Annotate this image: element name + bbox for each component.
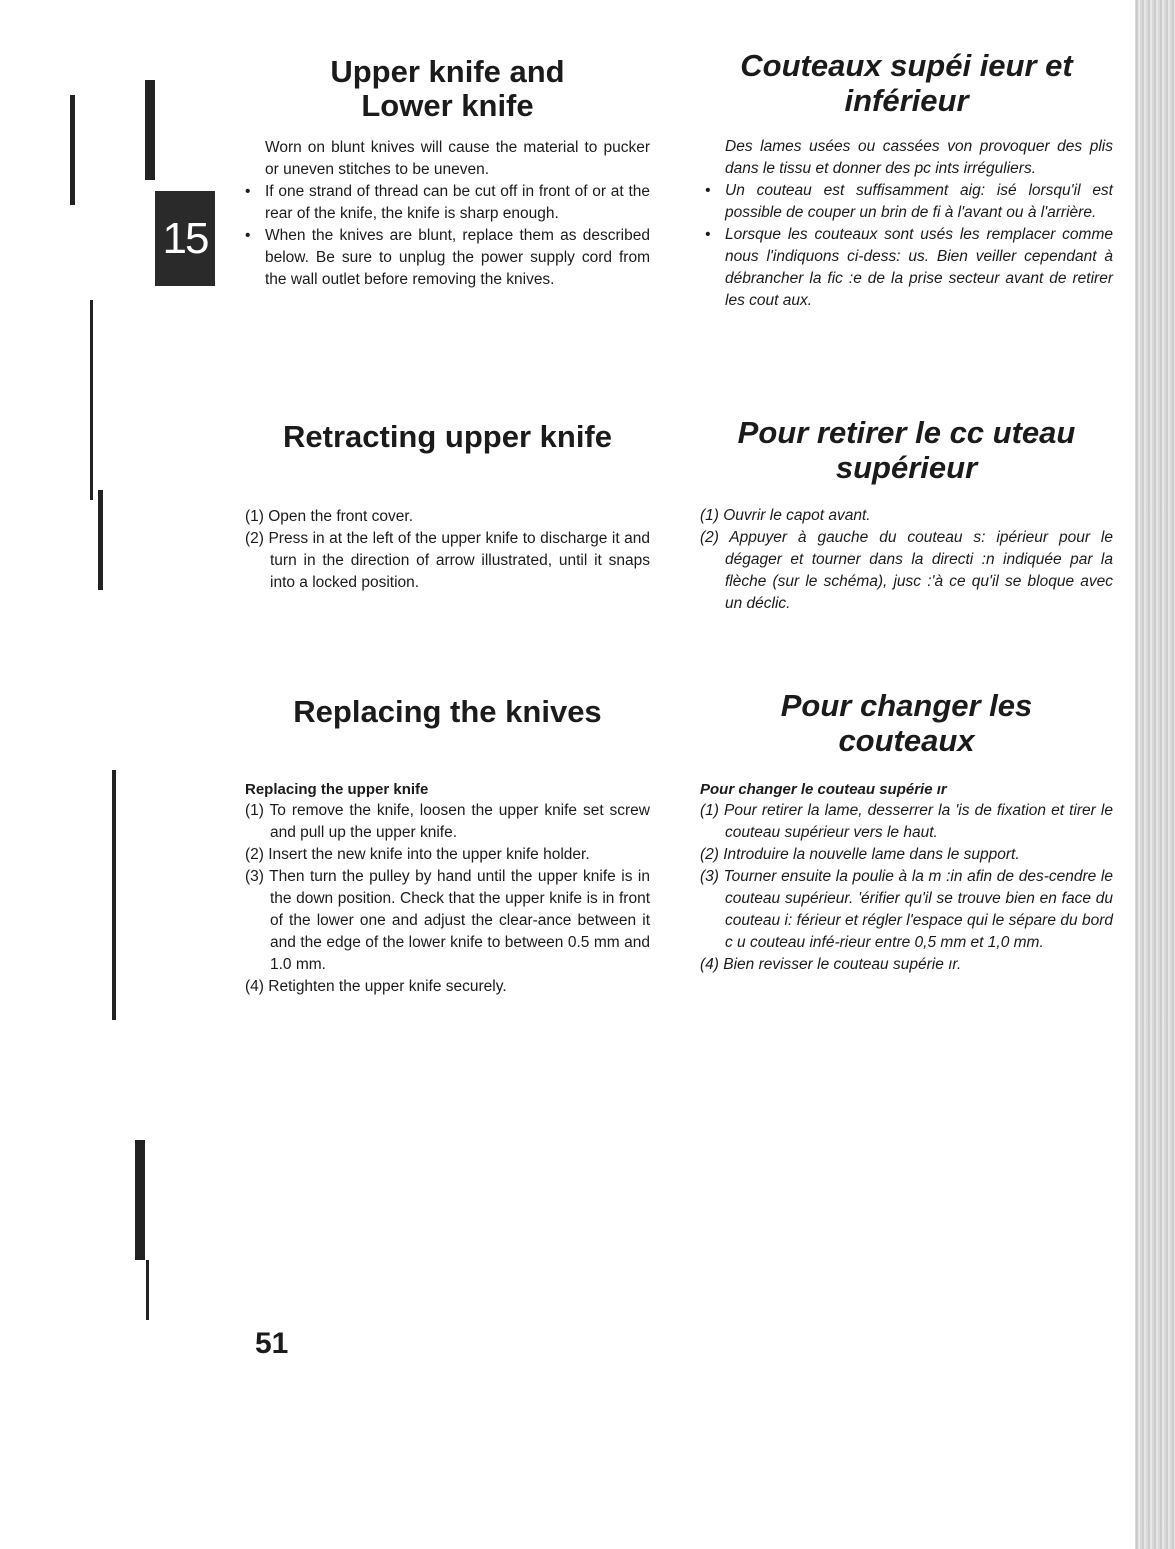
retract-en-steps xyxy=(245,506,650,594)
replace-en-title: Replacing the knives xyxy=(293,694,602,729)
knives-fr-section xyxy=(700,48,1113,312)
knives-fr-bullet-2: • Lorsque les couteaux sont usés les remplacer comme nous l'indiquons ci-dess: us. Bien veiller cependant à débrancher la fic :e de la prise secteur avant de retirer les cout aux. xyxy=(705,224,1113,312)
replace-en-step-2: (2) Insert the new knife into the upper knife holder. xyxy=(245,846,590,863)
retract-en-step-2: (2) Press in at the left of the upper knife to discharge it and turn in the direction of arrow illustrated, until it snaps into a locked position. xyxy=(245,530,650,591)
replace-fr-title-line2: couteaux xyxy=(838,723,975,758)
knives-fr-title-line2: inférieur xyxy=(844,83,969,118)
replace-fr-section xyxy=(700,688,1113,976)
replace-en-subtitle: Replacing the upper knife xyxy=(245,781,429,798)
binding-mark-6 xyxy=(135,1140,145,1260)
replace-en-step-3: (3) Then turn the pulley by hand until the upper knife is in the down position. Check that the upper knife is in front of the lower one and adjust the clear-ance between it and the edge of the lower knife to between 0.5 mm and 1.0 mm. xyxy=(245,868,650,973)
knives-fr-title xyxy=(700,48,1113,118)
replace-fr-step-2: (2) Introduire la nouvelle lame dans le support. xyxy=(700,846,1020,863)
retract-fr-step-1: (1) Ouvrir le capot avant. xyxy=(700,507,871,524)
binding-mark-3 xyxy=(90,300,93,500)
knives-fr-title-line1: Couteaux supéi ieur et xyxy=(740,48,1073,83)
knives-en-title-line1: Upper knife and xyxy=(330,54,565,89)
retract-en-title: Retracting upper knife xyxy=(283,419,612,454)
knives-en-intro: Worn on blunt knives will cause the material to pucker or uneven stitches to be uneven. xyxy=(265,139,650,178)
replace-fr-subtitle: Pour changer le couteau supérie ır xyxy=(700,781,947,798)
binding-mark-7 xyxy=(146,1260,149,1320)
replace-fr-title xyxy=(700,688,1113,758)
retract-fr-title-line1: Pour retirer le cc uteau xyxy=(737,415,1076,450)
knives-en-section xyxy=(245,55,650,291)
binding-mark-2 xyxy=(145,80,155,180)
binding-mark-4 xyxy=(98,490,103,590)
retract-en-step-1: (1) Open the front cover. xyxy=(245,508,414,525)
replace-en-step-1: (1) To remove the knife, loosen the upper knife set screw and pull up the upper knife. xyxy=(245,802,650,841)
replace-en-steps xyxy=(245,800,650,998)
knives-fr-bullet-1: • Un couteau est suffisamment aig: isé lorsqu'il est possible de couper un brin de fi à l'avant ou à l'arrière. xyxy=(705,180,1113,224)
retract-fr-title xyxy=(700,415,1113,485)
binding-mark-1 xyxy=(70,95,75,205)
knives-fr-bullets xyxy=(700,180,1113,312)
binding-mark-5 xyxy=(112,770,116,1020)
replace-fr-step-1: (1) Pour retirer la lame, desserrer la 'is de fixation et tirer le couteau supérieur vers le haut. xyxy=(700,802,1113,841)
chapter-tab: 15 xyxy=(155,191,215,286)
retract-fr-title-line2: supérieur xyxy=(835,450,978,485)
replace-fr-step-3: (3) Tourner ensuite la poulie à la m :in afin de des-cendre le couteau supérieur. 'érifier qu'il se trouve bien en face du couteau i: férieur et régler l'espace qui le sépare du bord c u couteau infé-rieur entre 0,5 mm et 1,0 mm. xyxy=(700,868,1113,951)
replace-fr-title-line1: Pour changer les xyxy=(780,688,1033,723)
replace-fr-steps xyxy=(700,800,1113,976)
knives-en-bullet-1: • If one strand of thread can be cut off in front of or at the rear of the knife, the knife is sharp enough. xyxy=(245,181,650,225)
knives-fr-intro: Des lames usées ou cassées von provoquer des plis dans le tissu et donner des pc ints irréguliers. xyxy=(725,138,1113,177)
replace-en-section xyxy=(245,695,650,998)
knives-en-title-line2: Lower knife xyxy=(361,88,534,123)
retract-en-section xyxy=(245,420,650,594)
knives-en-bullets xyxy=(245,181,650,291)
retract-fr-step-2: (2) Appuyer à gauche du couteau s: ipérieur pour le dégager et tourner dans la directi :n indiquée par la flèche (sur le schéma), jusc :'à ce qu'il se bloque avec un déclic. xyxy=(700,529,1113,612)
page-number: 51 xyxy=(255,1327,289,1360)
knives-en-title xyxy=(245,55,650,123)
replace-en-step-4: (4) Retighten the upper knife securely. xyxy=(245,978,507,995)
retract-fr-section xyxy=(700,415,1113,615)
scanned-page-edge xyxy=(1135,0,1175,1549)
knives-en-bullet-2: • When the knives are blunt, replace them as described below. Be sure to unplug the power supply cord from the wall outlet before removing the knives. xyxy=(245,225,650,291)
retract-fr-steps xyxy=(700,505,1113,615)
replace-fr-step-4: (4) Bien revisser le couteau supérie ır. xyxy=(700,956,962,973)
